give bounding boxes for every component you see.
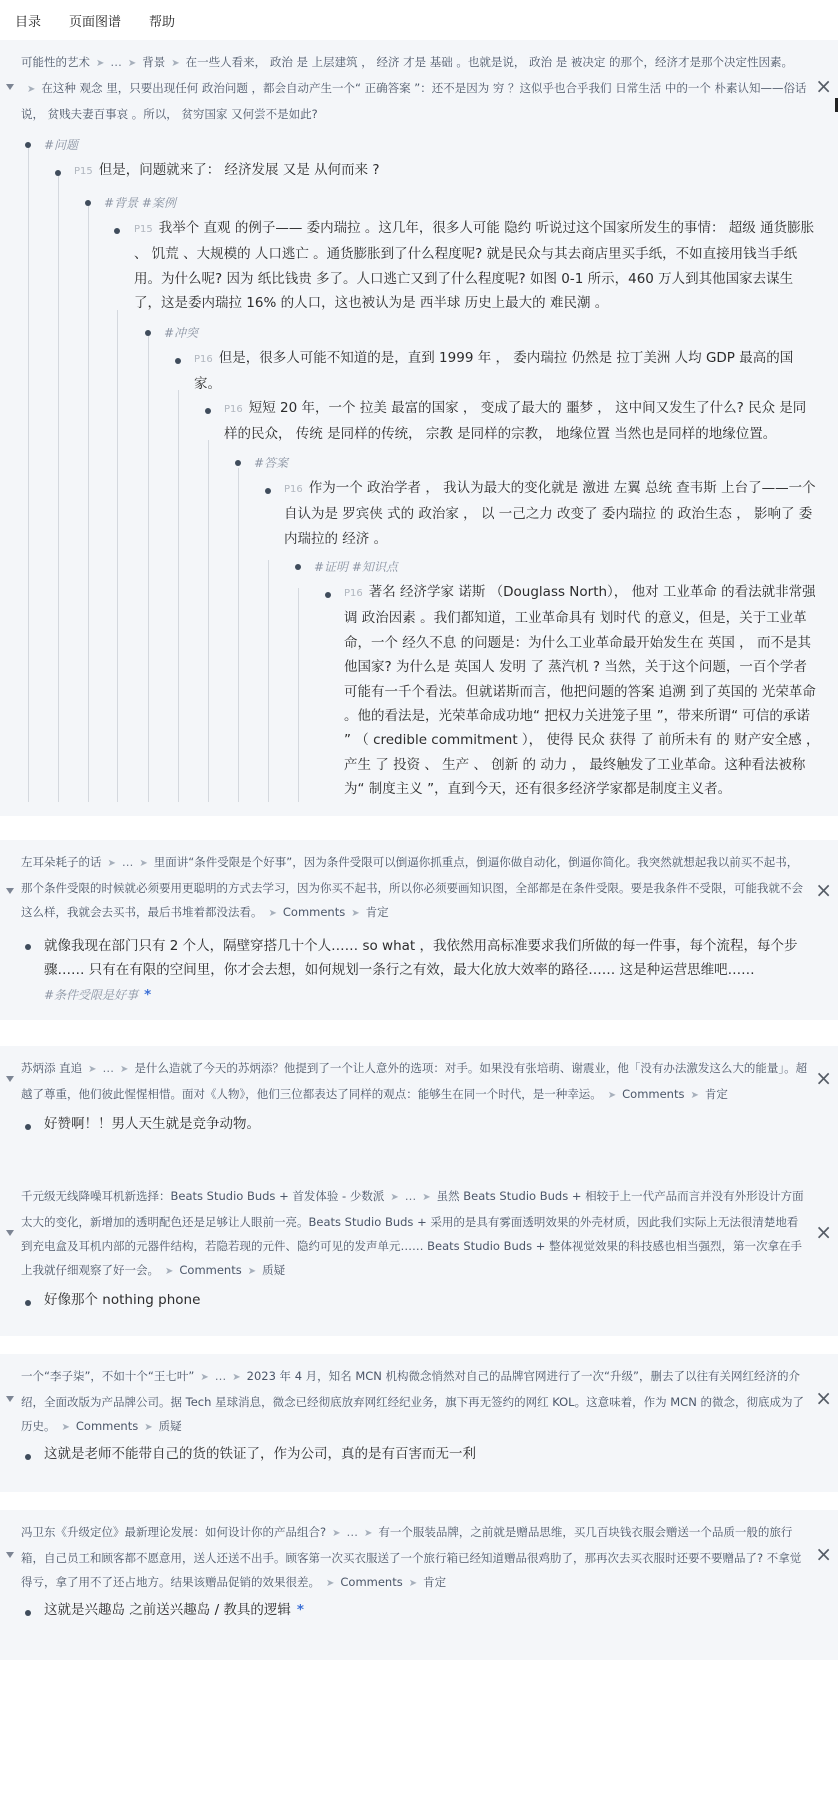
breadcrumb-item[interactable]: 2023 年 4 月，知名 MCN 机构微念悄然对自己的品牌官网进行了一次“升级”，删去了以往有关网红经济的介绍，全面改版为产品牌公司。据 Tech 星球消息，微念已经彻底放弃网红经纪业务，旗下再无签约的网红 KOL。这意味着，作为 MCN 的微念，彻底成为了历史。 (21, 1369, 804, 1433)
breadcrumb-arrow-icon: ➤ (408, 1578, 418, 1589)
breadcrumb-item[interactable]: 在这种 观念 里，只要出现任何 政治问题 ，都会自动产生一个“ 正确答案 ”：还不是因为 穷 ？这似乎也合乎我们 日常生活 中的一个 朴素认知——俗话说， 贫贱夫妻百事哀 。所以， 贫穷国家 又何尝不是如此? (21, 81, 807, 121)
block-text[interactable]: 好赞啊！！男人天生就是竞争动物。 (44, 1116, 260, 1132)
outline-block (74, 158, 794, 184)
breadcrumb-ellipsis[interactable]: … (404, 1189, 417, 1203)
outline-block (194, 346, 818, 397)
breadcrumb-item[interactable]: 一个“李子柒”，不如十个“王七叶” (21, 1369, 195, 1383)
bullet[interactable] (55, 170, 61, 176)
reference-panel (0, 1176, 838, 1336)
block-tag[interactable]: #问题 (44, 138, 79, 152)
breadcrumb-item[interactable]: 千元级无线降噪耳机新选择：Beats Studio Buds + 首发体验 - 少数派 (21, 1189, 385, 1203)
bullet[interactable] (114, 228, 120, 234)
page-ref: P15 (134, 224, 153, 235)
bullet[interactable] (145, 330, 151, 336)
breadcrumb-arrow-icon: ➤ (690, 1090, 699, 1101)
bullet[interactable] (175, 358, 181, 364)
breadcrumb (21, 1364, 808, 1440)
indent-guide (148, 330, 149, 802)
reference-panel (0, 840, 838, 1020)
block-text[interactable]: 短短 20 年，一个 拉美 最富的国家 ， 变成了最大的 噩梦 ， 这中间又发生了什么? 民众 是同样的民众， 传统 是同样的传统， 宗教 是同样的宗教， 地缘位置 当然也是同样的地缘位置。 (224, 400, 807, 443)
bullet[interactable] (295, 564, 301, 570)
breadcrumb-item[interactable]: 有一个服装品牌，之前就是赠品思维，买几百块钱衣服会赠送一个品质一般的旅行箱，自己员工和顾客都不愿意用，送人还送不出手。顾客第一次买衣服送了一个旅行箱已经知道赠品很鸡肋了，那再次去买衣服时还要不要赠品了? 不拿觉得亏，拿了用不了还占地方。结果该赠品促销的效果很差。 (21, 1525, 802, 1589)
menu-page-graph[interactable]: 页面图谱 (69, 14, 122, 30)
close-icon[interactable]: × (815, 74, 832, 98)
breadcrumb-ellipsis[interactable]: … (346, 1525, 358, 1539)
page-ref: P16 (284, 484, 303, 495)
indent-guide (298, 588, 299, 802)
top-menu-bar (0, 0, 838, 40)
breadcrumb-item[interactable]: Comments (340, 1575, 403, 1589)
reference-panel (0, 1354, 838, 1492)
breadcrumb-item[interactable]: 肯定 (423, 1575, 447, 1589)
bullet[interactable] (85, 200, 91, 206)
breadcrumb-arrow-icon: ➤ (165, 1266, 174, 1277)
bullet[interactable] (25, 1610, 31, 1616)
breadcrumb-arrow-icon: ➤ (390, 1192, 399, 1203)
breadcrumb-item[interactable]: 苏炳添 直追 (21, 1061, 83, 1075)
bullet[interactable] (205, 408, 211, 414)
block-text[interactable]: 但是，很多人可能不知道的是，直到 1999 年 ， 委内瑞拉 仍然是 拉丁美洲 人均 GDP 最高的国家。 (194, 350, 794, 393)
outline-panel (0, 40, 838, 816)
breadcrumb (21, 50, 808, 126)
block-text[interactable]: 著名 经济学家 诺斯 （Douglass North）， 他对 工业革命 的看法就非常强调 政治因素 。我们都知道，工业革命具有 划时代 的意义，但是，关于工业革命，一个 经久不息 的问题是：为什么工业革命最开始发生在 英国 ， 而不是其他国家? 为什么是 英国人 发明 了 蒸汽机 ? 当然，关于这个问题，一百个学者可能有一千个看法。但就诺斯而言，他把问题的答案 追溯 到了英国的 光荣革命 。他的看法是，光荣革命成功地“ 把权力关进笼子里 ”，带来所谓“ 可信的承诺 ” （ credible commitment ）， 使得 民众 获得 了 前所未有 的 财产安全感 ， 产生 了 投资 、 生产 、 创新 的 动力 ， 最终触发了工业革命。这种看法被称为“ 制度主义 ”，直到今天，还有很多经济学家都是制度主义者。 (344, 584, 820, 798)
breadcrumb-item[interactable]: 里面讲“条件受限是个好事”，因为条件受限可以倒逼你抓重点，倒逼你做自动化，倒逼你简化。我突然就想起我以前买不起书，那个条件受限的时候就必须要用更聪明的方式去学习，因为你买不起书，所以你必须要画知识图，全部都是在条件受限。要是我条件不受限，可能我就不会这么样，我就会去买书，最后书堆着都没法看。 (21, 855, 803, 919)
breadcrumb-arrow-icon: ➤ (171, 58, 180, 69)
star-marker: * (296, 1602, 304, 1618)
indent-guide (28, 142, 29, 802)
star-marker: * (144, 986, 152, 1003)
breadcrumb (21, 1520, 808, 1596)
breadcrumb-arrow-icon: ➤ (127, 58, 137, 69)
breadcrumb-item[interactable]: 在一些人看来， 政治 是 上层建筑 ， 经济 才是 基础 。也就是说， 政治 是 被决定 的那个，经济才是那个决定性因素。 (185, 55, 794, 69)
breadcrumb-ellipsis[interactable]: … (214, 1369, 227, 1383)
indent-guide (208, 440, 209, 802)
breadcrumb-arrow-icon: ➤ (232, 1372, 241, 1383)
breadcrumb (21, 850, 808, 926)
menu-toc[interactable]: 目录 (15, 14, 42, 30)
breadcrumb-arrow-icon: ➤ (326, 1578, 335, 1589)
breadcrumb (21, 1184, 808, 1284)
breadcrumb-item[interactable]: 质疑 (262, 1263, 286, 1277)
breadcrumb-arrow-icon: ➤ (27, 84, 36, 95)
bullet[interactable] (25, 142, 31, 148)
page-ref: P16 (194, 354, 213, 365)
indent-guide (58, 170, 59, 802)
panel-block (44, 1112, 818, 1136)
indent-guide (268, 560, 269, 802)
indent-guide (117, 310, 118, 802)
bullet[interactable] (265, 488, 271, 494)
outline-block (344, 580, 820, 802)
breadcrumb-item[interactable]: 背景 (142, 55, 166, 69)
bullet[interactable] (25, 1454, 31, 1460)
breadcrumb-arrow-icon: ➤ (422, 1192, 431, 1203)
panel-block (44, 1442, 818, 1466)
breadcrumb-arrow-icon: ➤ (200, 1372, 209, 1383)
panel-block (44, 1288, 818, 1312)
breadcrumb-item[interactable]: 是什么造就了今天的苏炳添？他提到了一个让人意外的选项：对手。如果没有张培萌、谢震业，他「没有办法激发这么大的能量」。超越了尊重，他们彼此惺惺相惜。面对《人物》，他们三位都表达了同样的观点：能够生在同一个时代，是一种幸运。 (21, 1061, 808, 1101)
panel-block (44, 934, 818, 1007)
block-text[interactable]: 但是，问题就来了： 经济发展 又是 从何而来 ? (98, 162, 380, 178)
indent-guide (238, 468, 239, 802)
page-ref: P16 (344, 588, 363, 599)
indent-guide (88, 200, 89, 802)
block-text[interactable]: 就像我现在部门只有 2 个人，隔壁穿搭几十个人…… so what ，我依然用高标准要求我们所做的每一件事，每个流程，每个步骤…… 只有在有限的空间里，你才会去想，如何规划一条行之有效，最大化放大效率的路径…… 这是种运营思维吧…… (44, 938, 798, 979)
breadcrumb-arrow-icon: ➤ (332, 1528, 341, 1539)
breadcrumb-item[interactable]: 肯定 (704, 1087, 728, 1101)
breadcrumb-item[interactable]: Comments (282, 905, 346, 919)
breadcrumb-arrow-icon: ➤ (144, 1422, 153, 1433)
reference-panel (0, 1510, 838, 1660)
breadcrumb-arrow-icon: ➤ (351, 908, 360, 919)
breadcrumb-item[interactable]: 虽然 Beats Studio Buds + 相较于上一代产品而言并没有外形设计方面太大的变化，新增加的透明配色还是足够让人眼前一亮。Beats Studio Buds + 采用的是具有雾面透明效果的外壳材质，因此我们实际上无法很清楚地看到充电盒及耳机内部的元器件结构，若隐若现的元件、隐约可见的发声单元…… Beats Studio Buds + 整体视觉效果的科技感也相当强烈，第一次拿在手上我就仔细观察了好一会。 (21, 1189, 804, 1277)
breadcrumb-item[interactable]: 冯卫东《升级定位》最新理论发展：如何设计你的产品组合? (21, 1525, 327, 1539)
breadcrumb-item[interactable]: 左耳朵耗子的话 (21, 855, 102, 869)
breadcrumb-ellipsis[interactable]: … (102, 1061, 115, 1075)
block-tag[interactable]: #背景 #案例 (104, 196, 176, 210)
breadcrumb-ellipsis[interactable]: … (121, 855, 134, 869)
block-text[interactable]: 好像那个 nothing phone (44, 1292, 201, 1308)
outline-block (224, 396, 818, 447)
bullet[interactable] (25, 944, 31, 950)
block-text[interactable]: 作为一个 政治学者 ， 我认为最大的变化就是 激进 左翼 总统 查韦斯 上台了——一个自认为是 罗宾侠 式的 政治家 ， 以 一己之力 改变了 委内瑞拉 的 政治生态 ， 影响了 委内瑞拉的 经济 。 (284, 480, 816, 547)
collapse-caret-icon[interactable] (6, 1076, 14, 1082)
panel-block (44, 1598, 818, 1622)
breadcrumb (21, 1056, 808, 1108)
menu-help[interactable]: 帮助 (149, 14, 176, 30)
block-text[interactable]: 这就是老师不能带自己的货的铁证了，作为公司，真的是有百害而无一利 (44, 1446, 476, 1462)
bullet[interactable] (25, 1300, 31, 1306)
breadcrumb-arrow-icon: ➤ (120, 1064, 129, 1075)
collapse-caret-icon[interactable] (6, 84, 14, 90)
close-icon[interactable]: × (815, 1386, 832, 1410)
bullet[interactable] (235, 460, 241, 466)
block-text[interactable]: 这就是兴趣岛 之前送兴趣岛 / 教具的逻辑 (44, 1602, 291, 1618)
breadcrumb-item[interactable]: 可能性的艺术 (21, 55, 90, 69)
block-text[interactable]: 我举个 直观 的例子—— 委内瑞拉 。这几年，很多人可能 隐约 听说过这个国家所发生的事情： 超级 通货膨胀 、 饥荒 、大规模的 人口逃亡 。通货膨胀到了什么程度呢? 就是民众与其去商店里买手纸，不如直接用钱当手纸用。为什么呢? 因为 纸比钱贵 多了。人口逃亡又到了什么程度呢? 如图 0-1 所示，460 万人到其他国家去谋生了，这是委内瑞拉 16% 的人口，这也被认为是 西半球 历史上最大的 难民潮 。 (134, 220, 815, 312)
close-icon[interactable]: × (815, 878, 832, 902)
page-ref: P15 (74, 166, 93, 177)
block-tag[interactable]: #条件受限是好事 (44, 987, 139, 1002)
breadcrumb-arrow-icon: ➤ (268, 908, 277, 919)
breadcrumb-arrow-icon: ➤ (139, 858, 148, 869)
collapse-caret-icon[interactable] (6, 1396, 14, 1402)
breadcrumb-item[interactable]: Comments (75, 1419, 139, 1433)
breadcrumb-arrow-icon: ➤ (607, 1090, 617, 1101)
breadcrumb-arrow-icon: ➤ (88, 1064, 97, 1075)
collapse-caret-icon[interactable] (6, 888, 14, 894)
breadcrumb-arrow-icon: ➤ (96, 58, 105, 69)
breadcrumb-arrow-icon: ➤ (107, 858, 116, 869)
breadcrumb-item[interactable]: Comments (179, 1263, 242, 1277)
indent-guide (178, 390, 179, 802)
close-icon[interactable]: × (815, 1220, 832, 1244)
close-icon[interactable]: × (815, 1066, 832, 1090)
collapse-caret-icon[interactable] (6, 1230, 14, 1236)
breadcrumb-arrow-icon: ➤ (247, 1266, 257, 1277)
outline-block (284, 476, 818, 551)
block-tag[interactable]: #证明 #知识点 (314, 560, 398, 574)
page-ref: P16 (224, 404, 243, 415)
breadcrumb-item[interactable]: 质疑 (158, 1419, 182, 1433)
breadcrumb-ellipsis[interactable]: … (110, 55, 122, 69)
collapse-caret-icon[interactable] (6, 1552, 14, 1558)
block-tag[interactable]: #答案 (254, 456, 289, 470)
breadcrumb-item[interactable]: Comments (622, 1087, 685, 1101)
breadcrumb-item[interactable]: 肯定 (365, 905, 389, 919)
close-icon[interactable]: × (815, 1542, 832, 1566)
reference-panel (0, 1046, 838, 1176)
outline-block (134, 216, 818, 316)
breadcrumb-arrow-icon: ➤ (61, 1422, 70, 1433)
bullet[interactable] (325, 592, 331, 598)
block-tag[interactable]: #冲突 (164, 326, 199, 340)
breadcrumb-arrow-icon: ➤ (364, 1528, 373, 1539)
bullet[interactable] (25, 1124, 31, 1130)
